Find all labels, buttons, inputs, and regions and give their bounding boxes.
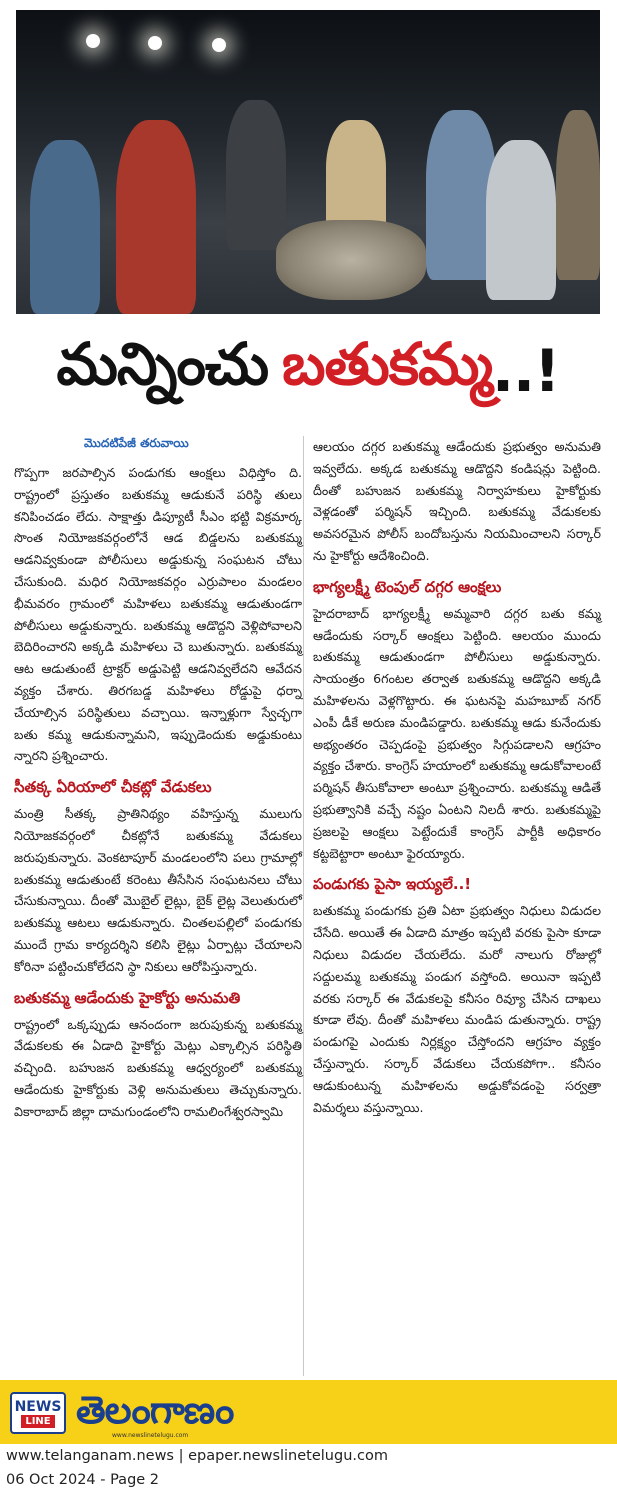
headline-part-3: ..!	[491, 337, 560, 405]
street-light-icon	[86, 34, 100, 48]
subhead-high-court: బతుకమ్మ ఆడేందుకు హైకోర్టు అనుమతి	[14, 988, 241, 1007]
logo-url: www.newslinetelugu.com	[112, 1432, 189, 1439]
intro-paragraph: గొప్పగా జరపాల్సిన పండుగకు ఆంక్షలు విధిస్తోం ది. రాష్ట్రంలో ప్రస్తుతం బతుకమ్మ ఆడుకునే పరిస్థి తులు కనిపించడం లేదు. సాక్షాత్తు డిప్యూటీ సీఎం భట్టి విక్రమార్క సొంత నియోజకవర్గంలోనే ఆడ బిడ్డలను బతుకమ్మ ఆడనివ్వకుండా పోలీసులు అడ్డుకున్న సంఘటన చోటు చేసుకుంది. మధిర నియోజకవర్గం ఎర్రుపాలం మండలం భీమవరం గ్రామంలో మహిళలు బతుకమ్మ ఆడుతుండగా పోలీసులు అడ్డుకున్నారు. బతుకమ్మ ఆడొద్దని వెళ్లిపోవాలని బెదిరించారని అక్కడి మహిళలు చె బుతున్నారు. బతుకమ్మ ఆట ఆడుతుంటే ట్రాక్టర్ అడ్డుపెట్టి ఆడనివ్వలేదని ఆవేదన వ్యక్తం చేశారు. తిరగబడ్డ మహిళలు రోడ్డుపై ధర్నా చేయాల్సిన పరిస్థితులు వచ్చాయి. ఇన్నాళ్లుగా స్వేచ్ఛగా బతు కమ్మ ఆడుకున్నామని, ఇప్పుడెందుకు అడ్డుకుంటు న్నారని ప్రశ్నించారు.	[14, 465, 302, 764]
person-figure	[486, 140, 556, 300]
subhead-bhagyalakshmi: భాగ్యలక్ష్మీ టెంపుల్ దగ్గర ఆంక్షలు	[313, 577, 502, 596]
left-column	[14, 462, 302, 1131]
paragraph-bhagyalakshmi: హైదరాబాద్ భాగ్యలక్ష్మీ అమ్మవారి దగ్గర బతు కమ్మ ఆడేందుకు సర్కార్ ఆంక్షలు పెట్టింది. ఆలయం ముందు బతుకమ్మ ఆడుతుండగా పోలీసులు అడ్డుకున్నారు. సాయంత్రం 6గంటల తర్వాత బతుకమ్మ ఆడొద్దని అక్కడి మహిళలను వెళ్లగొట్టారు. ఈ ఘటనపై మహబూబ్ నగర్ ఎంపీ డీకే అరుణ మండిపడ్డారు. బతుకమ్మ ఆడు కునేందుకు అభ్యంతరం చెప్పడంపై ప్రభుత్వం సిగ్గుపడాలని ఆగ్రహం వ్యక్తం చేశారు. కాంగ్రెస్ హయాంలో బతుకమ్మ ఆడుకోవాలంటే పర్మిషన్ తీసుకోవాలా అంటూ ప్రశ్నించారు. బతుకమ్మ ఆడితే ప్రభుత్వానికి వచ్చే నష్టం ఏంటని నిలదీ శారు. బతుకమ్మపై ప్రజలపై ఆంక్షలు పెట్టేందుకే కాంగ్రెస్ పార్టీకి అధికారం కట్టబెట్టారా అంటూ ఫైరయ్యారు.	[313, 605, 601, 861]
paragraph-funds: బతుకమ్మ పండుగకు ప్రతి ఏటా ప్రభుత్వం నిధులు విడుదల చేసేది. అయితే ఈ ఏడాది మాత్రం ఇప్పటి వరకు పైసా కూడా నిధులు విడుదల చేయలేదు. మరో నాలుగు రోజుల్లో సద్దులమ్మ బతుకమ్మ పండుగ వస్తోంది. అయినా ఇప్పటి వరకు సర్కార్ ఈ వేడుకలపై కనీసం రివ్యూ చేసిన దాఖలు కూడా లేవు. దీంతో మహిళలు మండిప డుతున్నారు. రాష్ట్ర పండుగపై ఎందుకు నిర్లక్ష్యం చేస్తోందని ఆగ్రహం వ్యక్తం చేస్తున్నారు. సర్కార్ వేడుకలు చేయకపోగా.. కనీసం ఆడుకుంటున్న మహిళలను అడ్డుకోవడంపై సర్వత్రా విమర్శలు వస్తున్నాయి.	[313, 903, 601, 1115]
headline-part-2: బతుకమ్మ	[282, 329, 492, 398]
logo-news-text: NEWS	[14, 1398, 62, 1415]
paragraph-high-court: రాష్ట్రంలో ఒక్కప్పుడు ఆనందంగా జరుపుకున్న బతుకమ్మ వేడుకలకు ఈ ఏడాది హైకోర్టు మెట్లు ఎక్కాల్సిన పరిస్థితి వచ్చింది. బహుజన బతుకమ్మ ఆధ్వర్యంలో బతుకమ్మ ఆడేందుకు హైకోర్టుకు వెళ్లి అనుమతులు తెచ్చుకున్నారు. వికారాబాద్ జిల్లా దామగుండంలోని రామలింగేశ్వరస్వామి	[14, 1016, 302, 1119]
byline: మొదటిపేజీ తరువాయి	[84, 436, 189, 450]
headline-part-1: మన్నించు	[56, 329, 269, 398]
bathukamma-basket	[276, 220, 426, 300]
subhead-funds: పండుగకు పైసా ఇయ్యలే..!	[313, 875, 472, 894]
newsline-logo	[10, 1392, 66, 1434]
news-photo	[16, 10, 600, 314]
headline	[16, 326, 600, 416]
person-figure	[30, 140, 100, 314]
paragraph-seethakka: మంత్రి సీతక్క ప్రాతినిథ్యం వహిస్తున్న ములుగు నియోజకవర్గంలో చీకట్లోనే బతుకమ్మ వేడుకలు జరుపుకున్నారు. వెంకటాపూర్ మండలంలోని పలు గ్రామాల్లో బతుకమ్మ ఆడుతుంటే కరెంటు తీసేసిన సంఘటనలు చోటు చేసుకున్నాయి. దీంతో మొబైల్ లైట్లు, బైక్ లైట్ల వెలుతురులో బతుకమ్మ ఆటలు ఆడుకున్నారు. చింతలపల్లిలో పండుగకు ముందే గ్రామ కార్యదర్శిని కలిసి లైట్లు ఏర్పాట్లు చేయాలని కోరినా పట్టించుకోలేదని స్థా నికులు ఆరోపిస్తున్నారు.	[14, 806, 302, 974]
person-figure	[226, 100, 286, 250]
footer-date-page: 06 Oct 2024 - Page 2	[6, 1472, 160, 1488]
person-figure	[556, 110, 600, 280]
person-figure	[116, 120, 196, 314]
paragraph-continuation: ఆలయం దగ్గర బతుకమ్మ ఆడేందుకు ప్రభుత్వం అనుమతి ఇవ్వలేదు. అక్కడ బతుకమ్మ ఆడొద్దని కండిషన్లు పెట్టింది. దీంతో బహుజన బతుకమ్మ నిర్వాహకులు హైకోర్టుకు వెళ్లడంతో పర్మిషన్ ఇచ్చింది. బతుకమ్మ వేడుకలకు అవసరమైన పోలీస్ బందోబస్తును నియమించాలని సర్కార్ ను హైకోర్టు ఆదేశించింది.	[313, 439, 601, 563]
telanganam-logo: తెలంగాణం	[76, 1388, 234, 1432]
footer-sites: www.telanganam.news | epaper.newslinetelugu.com	[6, 1448, 388, 1464]
right-column	[313, 436, 601, 1126]
street-light-icon	[212, 38, 226, 52]
subhead-seethakka: సీతక్క ఏరియాలో చీకట్లో వేడుకలు	[14, 778, 212, 797]
logo-line-text: LINE	[21, 1415, 54, 1428]
street-light-icon	[148, 36, 162, 50]
column-divider	[303, 436, 304, 1376]
